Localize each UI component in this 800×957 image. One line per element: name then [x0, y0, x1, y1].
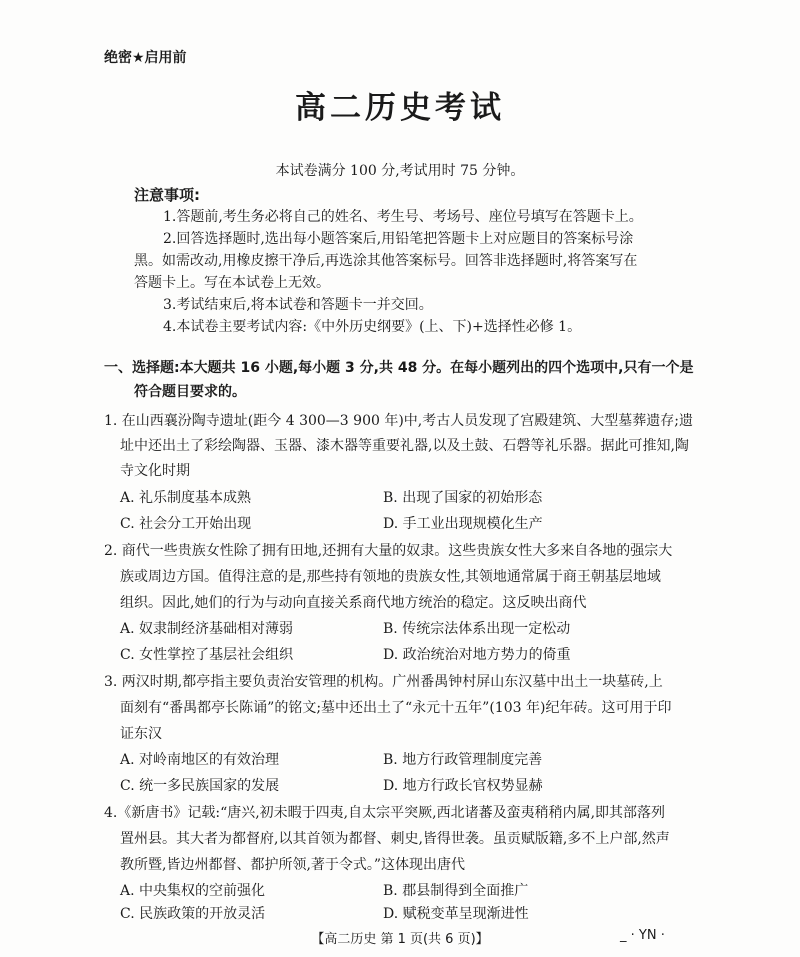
question-stem: 1. 在山西襄汾陶寺遗址(距今 4 300—3 900 年)中,考古人员发现了宫殿建筑、大型墓葬遗存;遗 [104, 413, 693, 429]
confidential-label: 绝密★启用前 [104, 50, 187, 66]
option-a: A. 礼乐制度基本成熟 [120, 490, 252, 506]
option-b: B. 郡县制得到全面推广 [383, 883, 529, 899]
option-c: C. 统一多民族国家的发展 [120, 778, 280, 794]
notice-heading: 注意事项: [134, 186, 200, 204]
option-b: B. 地方行政管理制度完善 [383, 752, 543, 768]
question-stem: 面刻有“番禺都亭长陈诵”的铭文;墓中还出土了“永元十五年”(103 年)纪年砖。这可用于印 [120, 700, 672, 716]
notice-line: 4.本试卷主要考试内容:《中外历史纲要》(上、下)+选择性必修 1。 [163, 319, 582, 335]
page-footer: 【高二历史 第 1 页(共 6 页)】 [311, 932, 489, 947]
option-d: D. 政治统治对地方势力的倚重 [383, 647, 571, 663]
question-stem: 教所暨,皆边州都督、都护所领,著于令式。”这体现出唐代 [120, 857, 466, 873]
option-b: B. 传统宗法体系出现一定松动 [383, 621, 571, 637]
question-stem: 置州县。其大者为都督府,以其首领为都督、刺史,皆得世袭。虽贡赋版籍,多不上户部,然声 [120, 831, 670, 847]
option-d: D. 手工业出现规模化生产 [383, 516, 543, 532]
section-heading: 一、选择题:本大题共 16 小题,每小题 3 分,共 48 分。在每小题列出的四个选项中,只有一个是 [104, 360, 694, 376]
page-title: 高二历史考试 [295, 90, 505, 126]
option-c: C. 民族政策的开放灵活 [120, 906, 266, 922]
notice-line: 2.回答选择题时,选出每小题答案后,用铅笔把答题卡上对应题目的答案标号涂 [163, 231, 634, 247]
option-a: A. 中央集权的空前强化 [120, 883, 266, 899]
question-stem: 组织。因此,她们的行为与动向直接关系商代地方统治的稳定。这反映出商代 [120, 595, 587, 611]
section-heading-cont: 符合题目要求的。 [134, 384, 246, 400]
notice-line: 1.答题前,考生务必将自己的姓名、考生号、考场号、座位号填写在答题卡上。 [163, 209, 643, 225]
option-a: A. 奴隶制经济基础相对薄弱 [120, 621, 294, 637]
option-c: C. 社会分工开始出现 [120, 516, 252, 532]
option-c: C. 女性掌控了基层社会组织 [120, 647, 294, 663]
question-stem: 3. 两汉时期,都亭指主要负责治安管理的机构。广州番禺钟村屏山东汉墓中出土一块墓砖,上 [104, 674, 663, 690]
question-stem: 2. 商代一些贵族女性除了拥有田地,还拥有大量的奴隶。这些贵族女性大多来自各地的强宗大 [104, 543, 673, 559]
option-d: D. 地方行政长官权势显赫 [383, 778, 543, 794]
notice-line: 答题卡上。写在本试卷上无效。 [134, 275, 330, 291]
question-stem: 族或周边方国。值得注意的是,那些持有领地的贵族女性,其领地通常属于商王朝基层地域 [120, 569, 661, 585]
question-stem: 4.《新唐书》记载:“唐兴,初未暇于四夷,自太宗平突厥,西北诸蕃及蛮夷稍稍内属,即其部落列 [104, 805, 666, 821]
notice-line: 黑。如需改动,用橡皮擦干净后,再选涂其他答案标号。回答非选择题时,将答案写在 [134, 253, 638, 269]
footer-code: _ · YN · [620, 928, 665, 943]
option-a: A. 对岭南地区的有效治理 [120, 752, 280, 768]
notice-line: 3.考试结束后,将本试卷和答题卡一并交回。 [163, 297, 433, 313]
exam-info: 本试卷满分 100 分,考试用时 75 分钟。 [275, 163, 525, 179]
question-stem: 寺文化时期 [120, 463, 190, 479]
option-b: B. 出现了国家的初始形态 [383, 490, 543, 506]
question-stem: 址中还出土了彩绘陶器、玉器、漆木器等重要礼器,以及土鼓、石磬等礼乐器。据此可推知,陶 [120, 438, 689, 454]
question-stem: 证东汉 [120, 726, 162, 742]
option-d: D. 赋税变革呈现渐进性 [383, 906, 529, 922]
